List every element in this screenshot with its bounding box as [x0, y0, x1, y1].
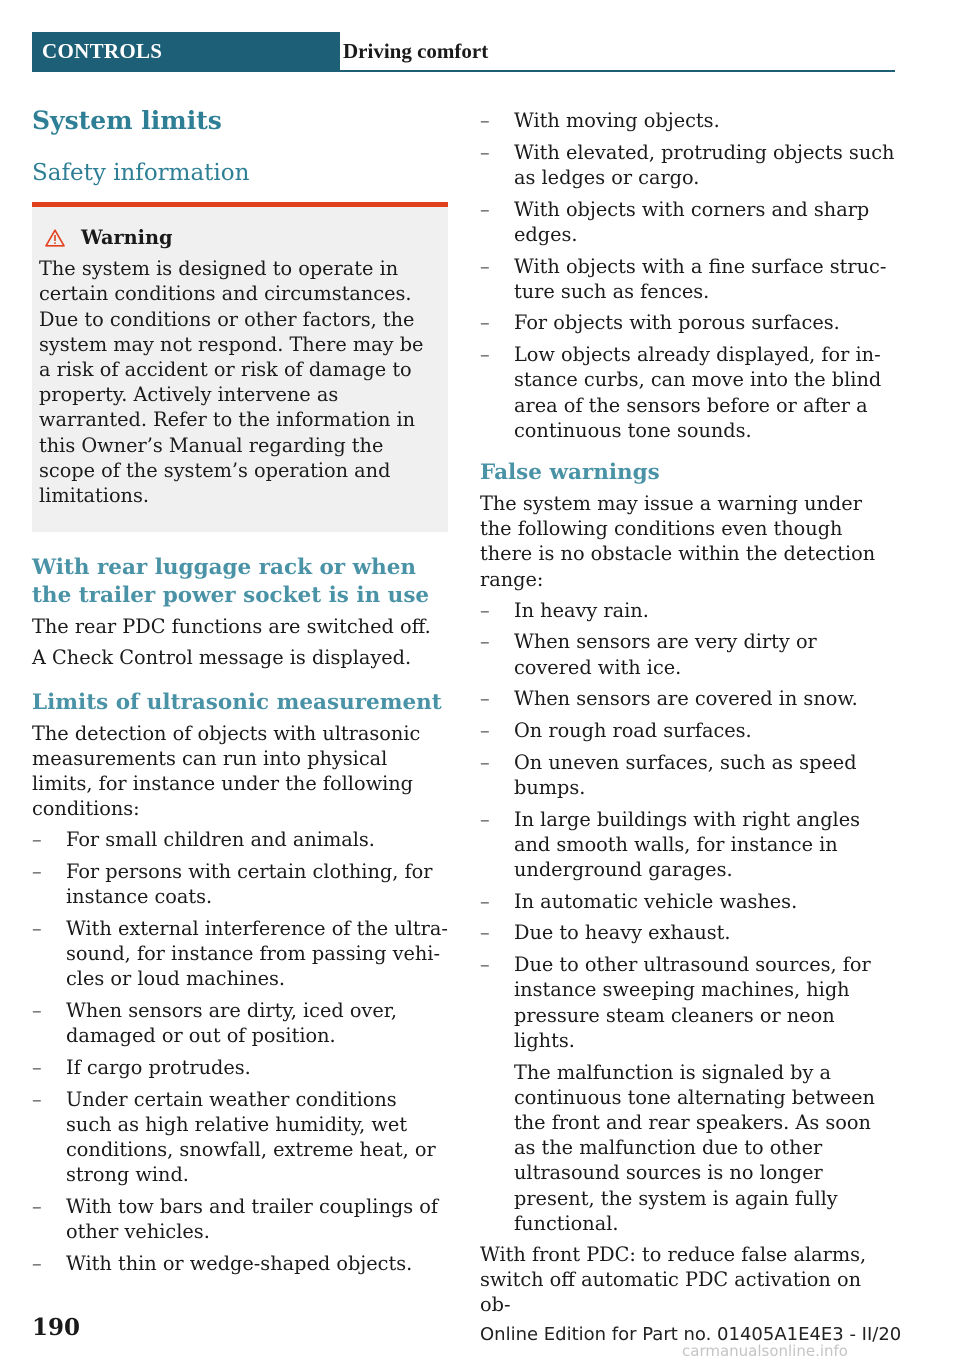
section-title: System limits	[32, 106, 222, 135]
warning-title: Warning	[81, 226, 173, 249]
list-item: – When sensors are covered in snow.	[480, 687, 858, 711]
warning-text: The system is designed to operate in certain conditions and circumstances. Due to conditions or other factors, the system may not respond. There may be a risk of accident or risk of damage to property. Actively intervene as warranted. Refer to the information in this Owner’s Manual regarding the scope of the system’s operation and limitations.	[39, 257, 424, 508]
list-item: – Due to other ultrasound sources, for instance sweeping machines, high pressure steam cleaners or neon lights.	[480, 953, 871, 1052]
warning-header	[39, 225, 440, 250]
false-warnings-list	[480, 598, 896, 1053]
topic-label: Driving comfort	[343, 39, 489, 63]
list-item: – When sensors are very dirty or covered with ice.	[480, 630, 817, 679]
luggage-paragraph-2: A Check Control message is displayed.	[32, 646, 412, 670]
list-item: – With tow bars and trailer couplings of other vehicles.	[32, 1195, 438, 1244]
watermark: carmanualsonline.info	[682, 1342, 848, 1360]
list-item: – With objects with a fine surface structure such as fences.	[480, 254, 887, 303]
list-item: – On rough road surfaces.	[480, 719, 752, 743]
right-column	[480, 108, 896, 1324]
list-item: – For small children and animals.	[32, 828, 375, 852]
false-warnings-heading: False warnings	[480, 459, 660, 485]
list-item: – In automatic vehicle washes.	[480, 889, 798, 913]
list-item: – When sensors are dirty, iced over, damaged or out of position.	[32, 999, 397, 1048]
ultrasonic-heading: Limits of ultrasonic measurement	[32, 689, 442, 715]
list-item: – On uneven surfaces, such as speed bumps.	[480, 750, 857, 799]
list-item: – With moving objects.	[480, 109, 720, 132]
luggage-heading: With rear luggage rack or when the trailer power socket is in use	[32, 555, 430, 609]
warning-box	[32, 202, 448, 532]
list-item: – In large buildings with right angles and smooth walls, for instance in underground garages.	[480, 807, 861, 882]
list-item: – With thin or wedge-shaped objects.	[32, 1252, 413, 1275]
list-item: – If cargo protrudes.	[32, 1056, 251, 1080]
section-label: CONTROLS	[32, 32, 340, 70]
list-item: – With elevated, protruding objects such as ledges or cargo.	[480, 140, 895, 189]
list-item: – For objects with porous surfaces.	[480, 311, 840, 335]
page-header	[32, 32, 895, 70]
warning-triangle-icon	[39, 229, 81, 247]
list-item: – For persons with certain clothing, for instance coats.	[32, 860, 433, 909]
list-item: – Low objects already displayed, for instance curbs, can move into the blind area of the sensors before or after a continuous tone sounds.	[480, 343, 882, 442]
header-rule	[32, 70, 895, 72]
page-number: 190	[32, 1314, 81, 1341]
list-item: – In heavy rain.	[480, 598, 649, 622]
ultrasonic-list	[32, 827, 448, 1276]
continued-limits-list	[480, 108, 896, 443]
edition-footer: Online Edition for Part no. 01405A1E4E3 - II/20	[480, 1324, 902, 1345]
list-item: – Due to heavy exhaust.	[480, 921, 731, 945]
left-column	[32, 100, 448, 1283]
front-pdc-paragraph: With front PDC: to reduce false alarms, switch off automatic PDC activation on ob-	[480, 1242, 867, 1317]
list-item: – Under certain weather conditions such as high relative humidity, wet conditions, snowfall, extreme heat, or strong wind.	[32, 1087, 436, 1187]
false-warnings-intro: The system may issue a warning under the following conditions even though there is no obstacle within the detection range:	[480, 491, 876, 591]
malfunction-note: The malfunction is signaled by a continuous tone alternating between the front and rear speakers. As soon as the malfunction due to other ultrasound sources is no longer present, the system is again fully functional.	[514, 1060, 875, 1235]
luggage-paragraph-1: The rear PDC functions are switched off.	[32, 615, 431, 639]
list-item: – With objects with corners and sharp edges.	[480, 197, 870, 246]
list-item: – With external interference of the ultrasound, for instance from passing vehicles or loud machines.	[32, 917, 448, 991]
subsection-title: Safety information	[32, 160, 250, 186]
ultrasonic-intro: The detection of objects with ultrasonic measurements can run into physical limits, for instance under the following conditions:	[32, 721, 421, 821]
